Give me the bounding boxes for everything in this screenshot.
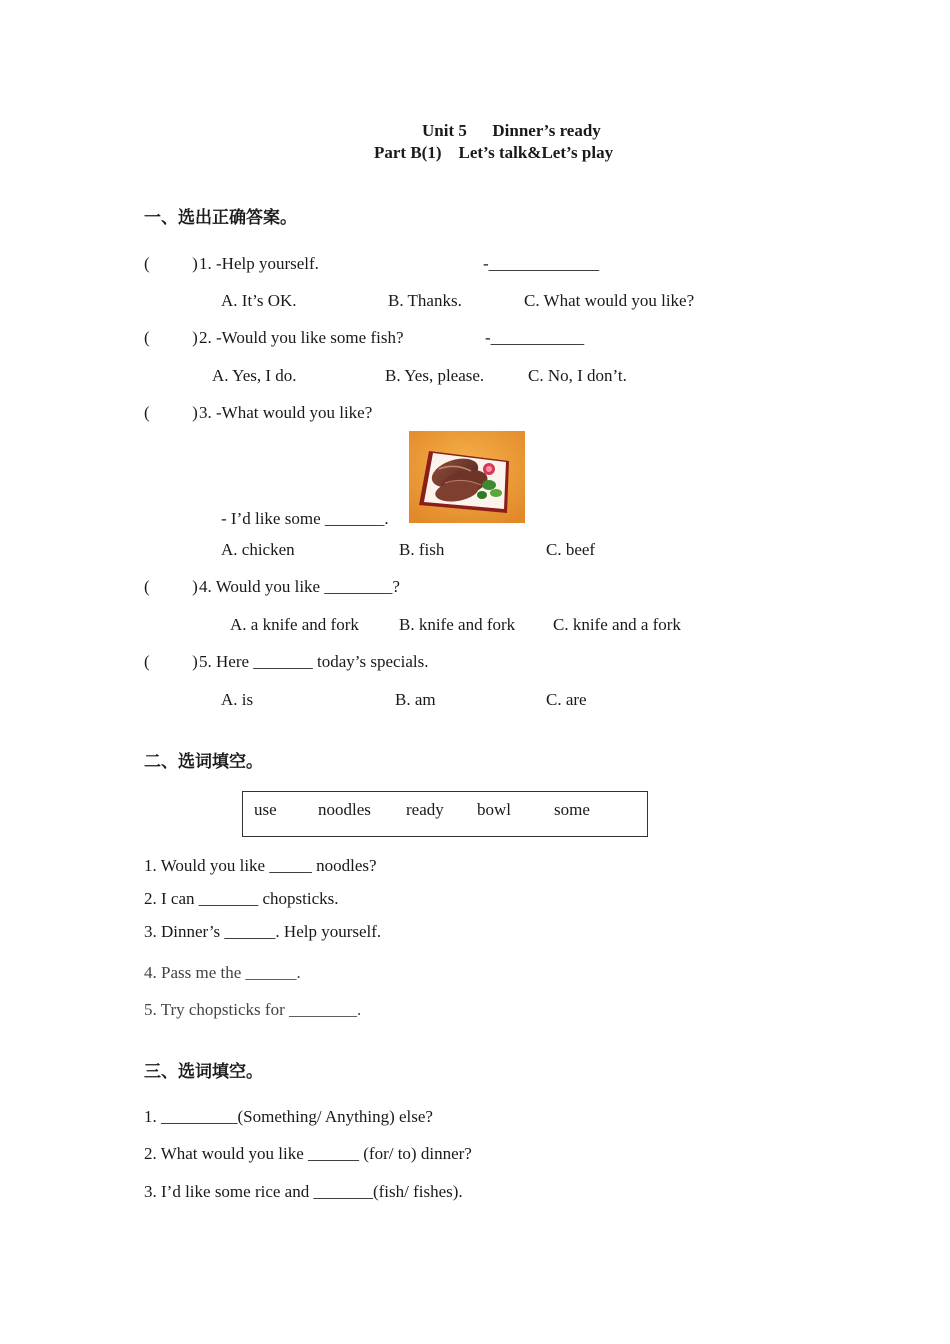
fill-item: 3. Dinner’s ______. Help yourself.	[144, 922, 382, 941]
fill-item: 1. Would you like _____ noodles?	[144, 856, 377, 875]
q3-answer-paren: ( )	[144, 403, 198, 422]
q4-stem: 4. Would you like ________?	[199, 577, 400, 596]
word-bank-word: ready	[406, 800, 444, 819]
q2-reply-blank: -___________	[485, 328, 585, 347]
q4-option-a: A. a knife and fork	[230, 615, 359, 634]
beef-plate-image	[409, 431, 525, 523]
word-bank-word: noodles	[318, 800, 371, 819]
q2-option-b: B. Yes, please.	[385, 366, 485, 385]
q5-option-b: B. am	[395, 690, 436, 709]
q5-stem: 5. Here _______ today’s specials.	[199, 652, 429, 671]
q3-option-b: B. fish	[399, 540, 445, 559]
q1-reply-blank: -_____________	[483, 254, 600, 273]
section2-heading: 二、选词填空。	[144, 752, 263, 772]
fill-item: 4. Pass me the ______.	[144, 963, 301, 982]
q3-option-c: C. beef	[546, 540, 596, 559]
q1-option-b: B. Thanks.	[388, 291, 462, 310]
word-bank-word: some	[554, 800, 590, 819]
choice-item: 3. I’d like some rice and _______(fish/ fishes).	[144, 1182, 463, 1201]
q3-stem: 3. -What would you like?	[199, 403, 373, 422]
q3-option-a: A. chicken	[221, 540, 295, 559]
fill-item: 2. I can _______ chopsticks.	[144, 889, 339, 908]
q2-stem: 2. -Would you like some fish?	[199, 328, 404, 347]
q5-option-c: C. are	[546, 690, 587, 709]
q5-answer-paren: ( )	[144, 652, 198, 671]
worksheet-subtitle: Part B(1) Let’s talk&Let’s play	[374, 143, 614, 162]
worksheet-title: Unit 5 Dinner’s ready	[422, 121, 601, 140]
q2-answer-paren: ( )	[144, 328, 198, 347]
section1-heading: 一、选出正确答案。	[144, 208, 297, 228]
q2-option-a: A. Yes, I do.	[212, 366, 297, 385]
choice-item: 2. What would you like ______ (for/ to) dinner?	[144, 1144, 472, 1163]
choice-item: 1. _________(Something/ Anything) else?	[144, 1107, 433, 1126]
word-bank-word: use	[254, 800, 277, 819]
q5-option-a: A. is	[221, 690, 254, 709]
q1-stem: 1. -Help yourself.	[199, 254, 319, 273]
q4-option-b: B. knife and fork	[399, 615, 516, 634]
q4-answer-paren: ( )	[144, 577, 198, 596]
q1-option-a: A. It’s OK.	[221, 291, 297, 310]
q2-option-c: C. No, I don’t.	[528, 366, 627, 385]
q1-option-c: C. What would you like?	[524, 291, 695, 310]
q4-option-c: C. knife and a fork	[553, 615, 681, 634]
q1-answer-paren: ( )	[144, 254, 198, 273]
section3-heading: 三、选词填空。	[144, 1062, 263, 1082]
fill-item: 5. Try chopsticks for ________.	[144, 1000, 362, 1019]
q3-answer-line: - I’d like some _______.	[221, 509, 389, 528]
word-bank-word: bowl	[477, 800, 511, 819]
